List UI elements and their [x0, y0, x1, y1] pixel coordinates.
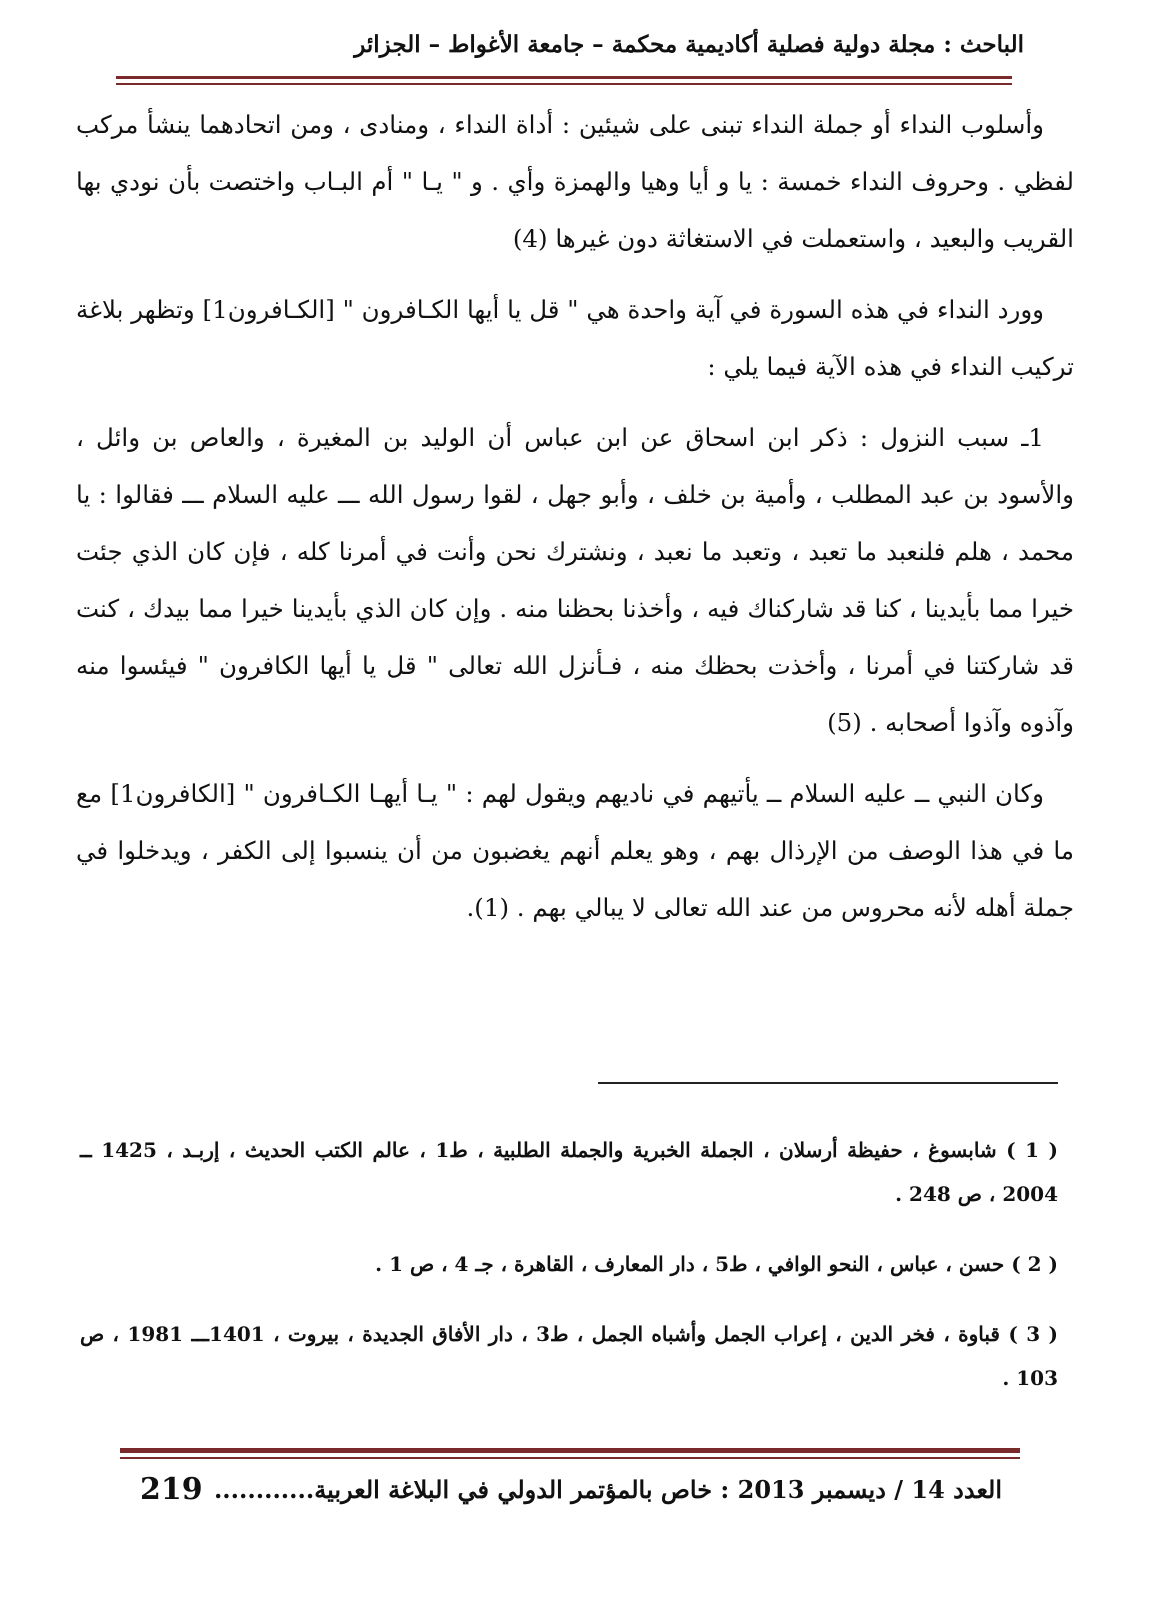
header-rule-thin: [116, 83, 1012, 85]
page-number: 219: [140, 1472, 203, 1507]
paragraph-vocative-definition: وأسلوب النداء أو جملة النداء تبنى على شيئين : أداة النداء ، ومنادى ، ومن اتحادهما ينشأ مركب لفظي . وحروف النداء خمسة : يا و أيا وهيا والهمزة وأي . و " يـا " أم البـاب واختصت بأن نودي بها القريب والبعيد ، واستعملت في الاستغاثة دون غيرها (4): [76, 110, 1074, 253]
paragraph-vocative-in-surah: وورد النداء في هذه السورة في آية واحدة هي " قل يا أيها الكـافرون " [الكـافرون1] وتظهر بلاغة تركيب النداء في هذه الآية فيما يلي :: [76, 295, 1074, 381]
issue-info: العدد 14 / ديسمبر 2013 : خاص بالمؤتمر الدولي في البلاغة العربية............: [213, 1475, 1002, 1504]
footnote-2: ( 2 ) حسن ، عباس ، النحو الوافي ، ط5 ، دار المعارف ، القاهرة ، جـ 4 ، ص 1 .: [375, 1252, 1058, 1276]
paragraph-prophet-address: وكان النبي ــ عليه السلام ــ يأتيهم في ناديهم ويقول لهم : " يـا أيهـا الكـافرون " [الكافرون1] مع ما في هذا الوصف من الإرذال بهم ، وهو يعلم أنهم يغضبون من أن ينسبوا إلى الكفر ، ويدخلوا في جملة أهله لأنه محروس من عند الله تعالى لا يبالي بهم . (1).: [76, 779, 1074, 922]
footer-rule-thick: [120, 1448, 1020, 1453]
article-body: [76, 96, 1074, 950]
journal-header: الباحث : مجلة دولية فصلية أكاديمية محكمة – جامعة الأغواط – الجزائر: [354, 31, 1024, 58]
header-rule-thick: [116, 76, 1012, 79]
paragraph-revelation-cause: 1ـ سبب النزول : ذكر ابن اسحاق عن ابن عباس أن الوليد بن المغيرة ، والعاص بن وائل ، والأسود بن عبد المطلب ، وأمية بن خلف ، وأبو جهل ، لقوا رسول الله ـــ عليه السلام ـــ فقالوا : يا محمد ، هلم فلنعبد ما تعبد ، وتعبد ما نعبد ، ونشترك نحن وأنت في أمرنا كله ، فإن كان الذي جئت خيرا مما بأيدينا ، كنا قد شاركناك فيه ، وأخذنا بحظنا منه . وإن كان الذي بأيدينا خيرا مما بيدك ، كنت قد شاركتنا في أمرنا ، وأخذت بحظك منه ، فـأنزل الله تعالى " قل يا أيها الكافرون " فيئسوا منه وآذوه وآذوا أصحابه . (5): [76, 423, 1074, 737]
footnotes: [80, 1128, 1058, 1426]
footer-rule-thin: [120, 1457, 1020, 1459]
footnote-3: ( 3 ) قباوة ، فخر الدين ، إعراب الجمل وأشباه الجمل ، ط3 ، دار الأفاق الجديدة ، بيروت ، 1401ـــ 1981 ، ص 103 .: [80, 1322, 1058, 1390]
footnote-1: ( 1 ) شابسوغ ، حفيظة أرسلان ، الجملة الخبرية والجملة الطلبية ، ط1 ، عالم الكتب الحديث ، إربـد ، 1425 ــ 2004 ، ص 248 .: [80, 1138, 1058, 1206]
footnote-separator: [598, 1082, 1058, 1084]
